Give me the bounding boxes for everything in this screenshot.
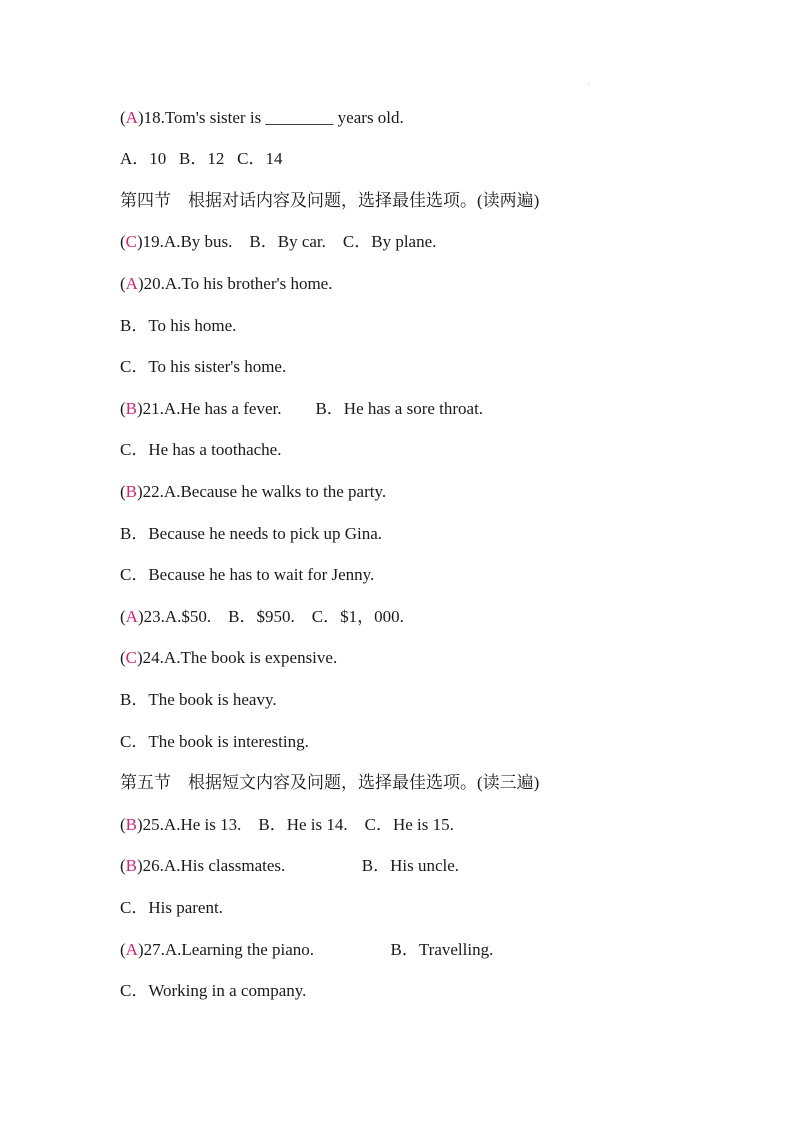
options-18: A．10 B．12 C．14	[120, 149, 283, 168]
answer-letter: B	[125, 482, 138, 501]
option-22-c: C．Because he has to wait for Jenny.	[120, 565, 375, 584]
answer-letter: B	[125, 856, 138, 875]
question-18: (A)18.Tom's sister is ________ years old.	[120, 108, 404, 127]
question-25: (B)25.A.He is 13. B．He is 14. C．He is 15.	[120, 815, 454, 834]
question-20: (A)20.A.To his brother's home.	[120, 274, 333, 293]
answer-letter: C	[125, 232, 138, 251]
option-20-b: B．To his home.	[120, 316, 237, 335]
option-26-c: C．His parent.	[120, 898, 223, 917]
answer-letter: A	[125, 607, 138, 626]
option-22-b: B．Because he needs to pick up Gina.	[120, 524, 383, 543]
answer-letter: B	[125, 815, 138, 834]
corner-mark: '	[588, 82, 590, 91]
option-24-b: B．The book is heavy.	[120, 690, 277, 709]
answer-letter: A	[125, 108, 138, 127]
question-19: (C)19.A.By bus. B．By car. C．By plane.	[120, 232, 437, 251]
option-24-c: C．The book is interesting.	[120, 732, 309, 751]
section-4-heading: 第四节 根据对话内容及问题，选择最佳选项。(读两遍)	[120, 191, 540, 210]
answer-letter: A	[125, 274, 138, 293]
question-22: (B)22.A.Because he walks to the party.	[120, 482, 387, 501]
question-26: (B)26.A.His classmates. B．His uncle.	[120, 856, 460, 875]
option-21-c: C．He has a toothache.	[120, 440, 282, 459]
answer-letter: A	[125, 940, 138, 959]
answer-letter: C	[125, 648, 138, 667]
option-20-c: C．To his sister's home.	[120, 357, 287, 376]
question-27: (A)27.A.Learning the piano. B．Travelling.	[120, 940, 494, 959]
question-24: (C)24.A.The book is expensive.	[120, 648, 338, 667]
answer-letter: B	[125, 399, 138, 418]
option-27-c: C．Working in a company.	[120, 981, 307, 1000]
question-23: (A)23.A.$50. B．$950. C．$1，000.	[120, 607, 404, 626]
section-5-heading: 第五节 根据短文内容及问题，选择最佳选项。(读三遍)	[120, 773, 540, 792]
question-21: (B)21.A.He has a fever. B．He has a sore throat.	[120, 399, 484, 418]
